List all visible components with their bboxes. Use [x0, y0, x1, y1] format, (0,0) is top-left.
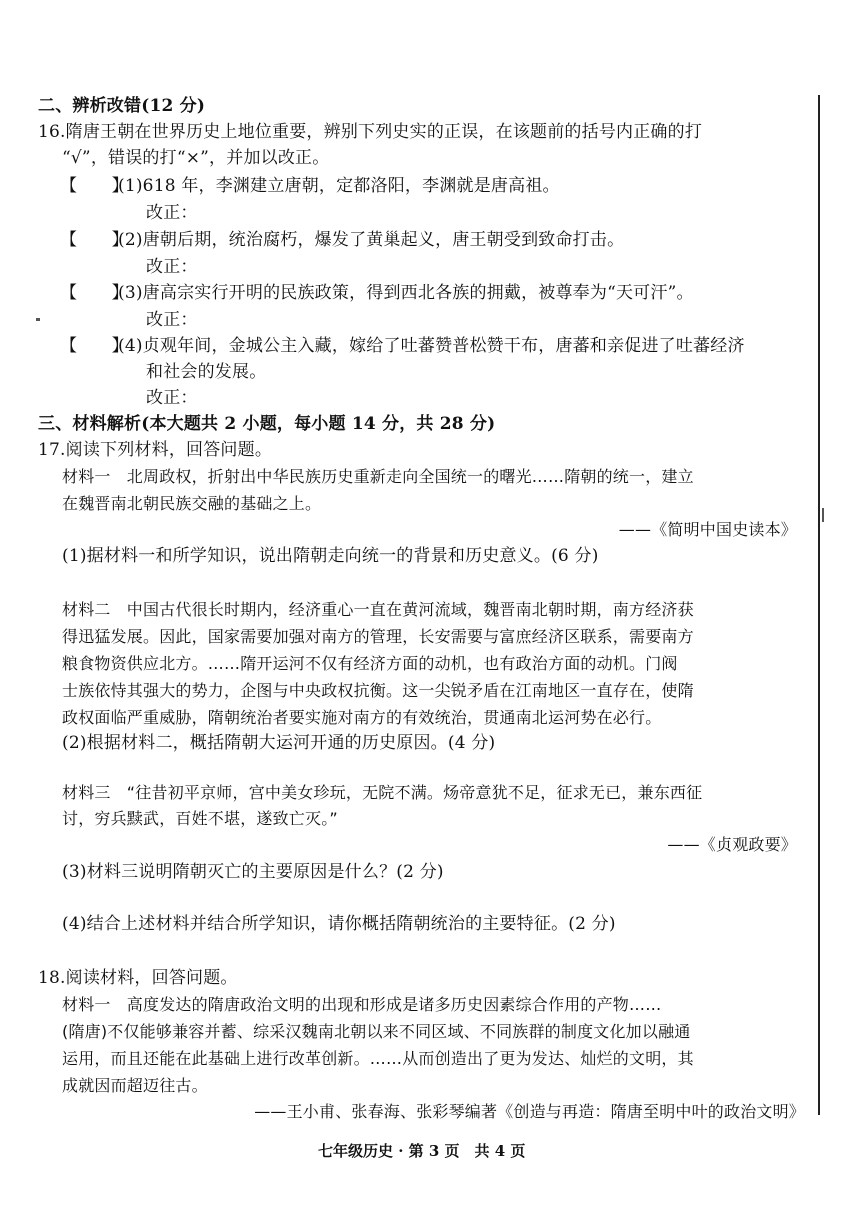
q16-item2-text: (2)唐朝后期，统治腐朽，爆发了黄巢起义，唐王朝受到致命打击。: [118, 230, 625, 250]
q16-item4-text-cont: 和社会的发展。: [146, 362, 267, 382]
q18-material1-line1: 材料一 高度发达的隋唐政治文明的出现和形成是诸多历史因素综合作用的产物……: [62, 995, 662, 1014]
q18-material1-line2: (隋唐)不仅能够兼容并蓄、综采汉魏南北朝以来不同区域、不同族群的制度文化加以融通: [62, 1022, 691, 1041]
q18-material1-line3: 运用，而且还能在此基础上进行改革创新。……从而创造出了更为发达、灿烂的文明，其: [62, 1049, 694, 1068]
q17-material2-line4: 士族依恃其强大的势力，企图与中央政权抗衡。这一尖锐矛盾在江南地区一直存在，使隋: [62, 681, 694, 700]
q17-material2-line5: 政权面临严重威胁，隋朝统治者要实施对南方的有效统治，贯通南北运河势在必行。: [62, 708, 662, 727]
section3-heading: 三、材料解析(本大题共 2 小题，每小题 14 分，共 28 分): [38, 414, 496, 434]
q17-question2: (2)根据材料二，概括隋朝大运河开通的历史原因。(4 分): [62, 733, 496, 753]
q16-item3-text: (3)唐高宗实行开明的民族政策，得到西北各族的拥戴，被尊奉为“天可汗”。: [118, 283, 694, 303]
q18-stem: 18.阅读材料，回答问题。: [38, 968, 238, 988]
q16-item2-correction: 改正：: [146, 257, 198, 277]
q16-stem-line1: 16.隋唐王朝在世界历史上地位重要，辨别下列史实的正误，在该题前的括号内正确的打: [38, 122, 703, 142]
q17-material2-line1: 材料二 中国古代很长时期内，经济重心一直在黄河流域，魏晋南北朝时期，南方经济获: [62, 600, 694, 619]
q16-item4-text: (4)贞观年间，金城公主入藏，嫁给了吐蕃赞普松赞干布，唐蕃和亲促进了吐蕃经济: [118, 336, 745, 356]
section2-heading: 二、辨析改错(12 分): [38, 96, 206, 116]
scan-dot: [36, 318, 40, 321]
page-border-line: [818, 95, 820, 1115]
q17-material3-line1: 材料三 “往昔初平京师，宫中美女珍玩，无院不满。炀帝意犹不足，征求无已，兼东西征: [62, 783, 703, 802]
q16-item3-correction: 改正：: [146, 310, 198, 330]
q16-item3-bracket: 【 】: [60, 283, 129, 303]
q17-material2-line3: 粮食物资供应北方。……隋开运河不仅有经济方面的动机，也有政治方面的动机。门阀: [62, 654, 678, 673]
q17-question1: (1)据材料一和所学知识，说出隋朝走向统一的背景和历史意义。(6 分): [62, 546, 599, 566]
margin-mark: [822, 508, 824, 522]
q17-material1-line2: 在魏晋南北朝民族交融的基础之上。: [62, 494, 322, 513]
q17-question3: (3)材料三说明隋朝灭亡的主要原因是什么？(2 分): [62, 862, 444, 882]
q17-material1-line1: 材料一 北周政权，折射出中华民族历史重新走向全国统一的曙光……隋朝的统一，建立: [62, 467, 694, 486]
q17-material3-source: ——《贞观政要》: [667, 835, 797, 854]
q16-stem-line2: “√”，错误的打“×”，并加以改正。: [62, 148, 330, 168]
q16-item4-correction: 改正：: [146, 388, 198, 408]
q16-item1-bracket: 【 】: [60, 176, 129, 196]
q16-item2-bracket: 【 】: [60, 230, 129, 250]
page-footer: 七年级历史 · 第 3 页 共 4 页: [318, 1142, 526, 1160]
q18-material1-source: ——王小甫、张春海、张彩琴编著《创造与再造：隋唐至明中叶的政治文明》: [254, 1102, 805, 1121]
q16-item1-text: (1)618 年，李渊建立唐朝，定都洛阳，李渊就是唐高祖。: [118, 176, 560, 196]
q16-item1-correction: 改正：: [146, 203, 198, 223]
q16-item4-bracket: 【 】: [60, 336, 129, 356]
q17-material1-source: ——《简明中国史读本》: [618, 520, 797, 539]
q17-stem: 17.阅读下列材料，回答问题。: [38, 440, 273, 460]
q17-material3-line2: 讨，穷兵黩武，百姓不堪，遂致亡灭。”: [62, 809, 338, 828]
q17-question4: (4)结合上述材料并结合所学知识，请你概括隋朝统治的主要特征。(2 分): [62, 914, 616, 934]
q17-material2-line2: 得迅猛发展。因此，国家需要加强对南方的管理，长安需要与富庶经济区联系，需要南方: [62, 627, 694, 646]
q18-material1-line4: 成就因而超迈往古。: [62, 1076, 208, 1095]
